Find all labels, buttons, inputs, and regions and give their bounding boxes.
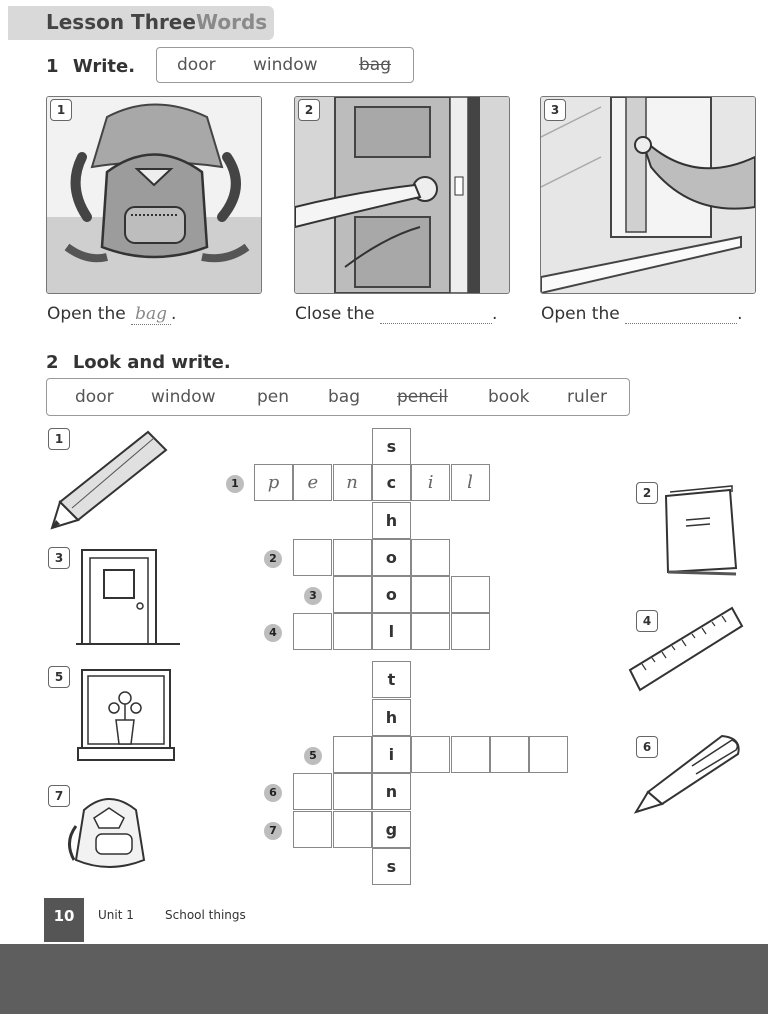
pencil-icon xyxy=(48,428,172,532)
crossword-cell-answer[interactable]: n xyxy=(333,464,372,501)
caption-2-blank[interactable] xyxy=(380,305,492,324)
crossword-cell-answer[interactable]: e xyxy=(293,464,332,501)
crossword-clue-number: 4 xyxy=(264,624,282,642)
crossword-cell-empty[interactable] xyxy=(529,736,568,773)
caption-1-answer[interactable]: bag xyxy=(131,304,171,325)
word-pen: pen xyxy=(257,387,290,407)
picture-close-door xyxy=(294,96,510,294)
book-icon xyxy=(660,484,740,580)
page-number: 10 xyxy=(44,898,84,942)
crossword-cell-keyword: i xyxy=(372,736,411,773)
word-bag-crossed: bag xyxy=(359,55,391,75)
item-number-3: 3 xyxy=(48,547,70,569)
exercise-2-title xyxy=(46,352,231,373)
word-pencil-crossed: pencil xyxy=(397,387,448,407)
window-illustration xyxy=(541,97,755,293)
crossword-cell-empty[interactable] xyxy=(333,811,372,848)
word-ruler: ruler xyxy=(567,387,607,407)
crossword-cell-empty[interactable] xyxy=(293,773,332,810)
crossword-cell-keyword: n xyxy=(372,773,411,810)
crossword-cell-empty[interactable] xyxy=(411,539,450,576)
crossword-cell-keyword: h xyxy=(372,699,411,736)
crossword-cell-keyword: t xyxy=(372,661,411,698)
word-door: door xyxy=(75,387,114,407)
word-book: book xyxy=(488,387,530,407)
word-bag: bag xyxy=(328,387,360,407)
crossword-cell-empty[interactable] xyxy=(333,576,372,613)
word-window: window xyxy=(253,55,318,75)
item-number-5: 5 xyxy=(48,666,70,688)
crossword-cell-empty[interactable] xyxy=(490,736,529,773)
window-icon xyxy=(76,668,178,766)
picture-number-3: 3 xyxy=(544,99,566,121)
crossword-cell-empty[interactable] xyxy=(451,613,490,650)
crossword-cell-empty[interactable] xyxy=(293,613,332,650)
caption-3-prefix: Open the xyxy=(541,304,620,324)
ruler-icon xyxy=(628,604,744,696)
caption-3-blank[interactable] xyxy=(625,305,737,324)
exercise-2-instruction: Look and write. xyxy=(72,352,231,373)
pen-icon xyxy=(632,730,746,816)
crossword-cell-answer[interactable]: i xyxy=(411,464,450,501)
picture-number-1: 1 xyxy=(50,99,72,121)
caption-1-suffix: . xyxy=(171,304,177,324)
crossword-cell-keyword: s xyxy=(372,848,411,885)
exercise-1-instruction: Write. xyxy=(72,56,136,77)
crossword-clue-number: 7 xyxy=(264,822,282,840)
crossword-cell-empty[interactable] xyxy=(293,539,332,576)
item-number-4: 4 xyxy=(636,610,658,632)
page-bottom-edge xyxy=(0,1014,768,1024)
crossword-cell-answer[interactable]: l xyxy=(451,464,490,501)
exercise-2-word-box xyxy=(46,378,630,416)
door-illustration xyxy=(295,97,509,293)
crossword-cell-keyword: o xyxy=(372,576,411,613)
crossword-cell-empty[interactable] xyxy=(293,811,332,848)
lesson-title: Lesson Three xyxy=(46,10,196,34)
exercise-2-number: 2 xyxy=(46,352,59,373)
crossword-clue-number: 2 xyxy=(264,550,282,568)
caption-2-suffix: . xyxy=(492,304,498,324)
item-number-7: 7 xyxy=(48,785,70,807)
caption-2 xyxy=(295,304,497,324)
item-number-6: 6 xyxy=(636,736,658,758)
footer-unit: Unit 1 xyxy=(98,908,134,922)
picture-number-2: 2 xyxy=(298,99,320,121)
crossword-cell-empty[interactable] xyxy=(451,576,490,613)
door-icon xyxy=(76,548,182,648)
crossword-cell-keyword: g xyxy=(372,811,411,848)
crossword-cell-empty[interactable] xyxy=(333,539,372,576)
lesson-section: Words xyxy=(196,10,268,34)
word-door: door xyxy=(177,55,216,75)
crossword-cell-empty[interactable] xyxy=(333,736,372,773)
bag-icon xyxy=(64,790,154,874)
exercise-1-title xyxy=(46,56,135,77)
crossword-clue-number: 6 xyxy=(264,784,282,802)
crossword-cell-empty[interactable] xyxy=(411,576,450,613)
crossword-clue-number: 1 xyxy=(226,475,244,493)
crossword-cell-keyword: h xyxy=(372,502,411,539)
footer-topic: School things xyxy=(165,908,246,922)
crossword-cell-empty[interactable] xyxy=(411,613,450,650)
crossword-clue-number: 3 xyxy=(304,587,322,605)
crossword-cell-empty[interactable] xyxy=(451,736,490,773)
crossword-cell-keyword: c xyxy=(372,464,411,501)
crossword-cell-empty[interactable] xyxy=(411,736,450,773)
word-window: window xyxy=(151,387,216,407)
picture-open-window xyxy=(540,96,756,294)
item-number-1: 1 xyxy=(48,428,70,450)
crossword-cell-empty[interactable] xyxy=(333,773,372,810)
caption-3-suffix: . xyxy=(737,304,743,324)
page-bottom-strip xyxy=(0,944,768,1024)
picture-open-bag xyxy=(46,96,262,294)
exercise-1-word-box xyxy=(156,47,414,83)
item-number-2: 2 xyxy=(636,482,658,504)
crossword-cell-empty[interactable] xyxy=(333,613,372,650)
exercise-1-number: 1 xyxy=(46,56,59,77)
caption-1-prefix: Open the xyxy=(47,304,126,324)
crossword-cell-keyword: o xyxy=(372,539,411,576)
caption-1 xyxy=(47,304,176,325)
caption-2-prefix: Close the xyxy=(295,304,375,324)
backpack-illustration xyxy=(47,97,261,293)
crossword-cell-keyword: l xyxy=(372,613,411,650)
caption-3 xyxy=(541,304,743,324)
crossword-cell-answer[interactable]: p xyxy=(254,464,293,501)
crossword-cell-keyword: s xyxy=(372,428,411,465)
crossword-clue-number: 5 xyxy=(304,747,322,765)
